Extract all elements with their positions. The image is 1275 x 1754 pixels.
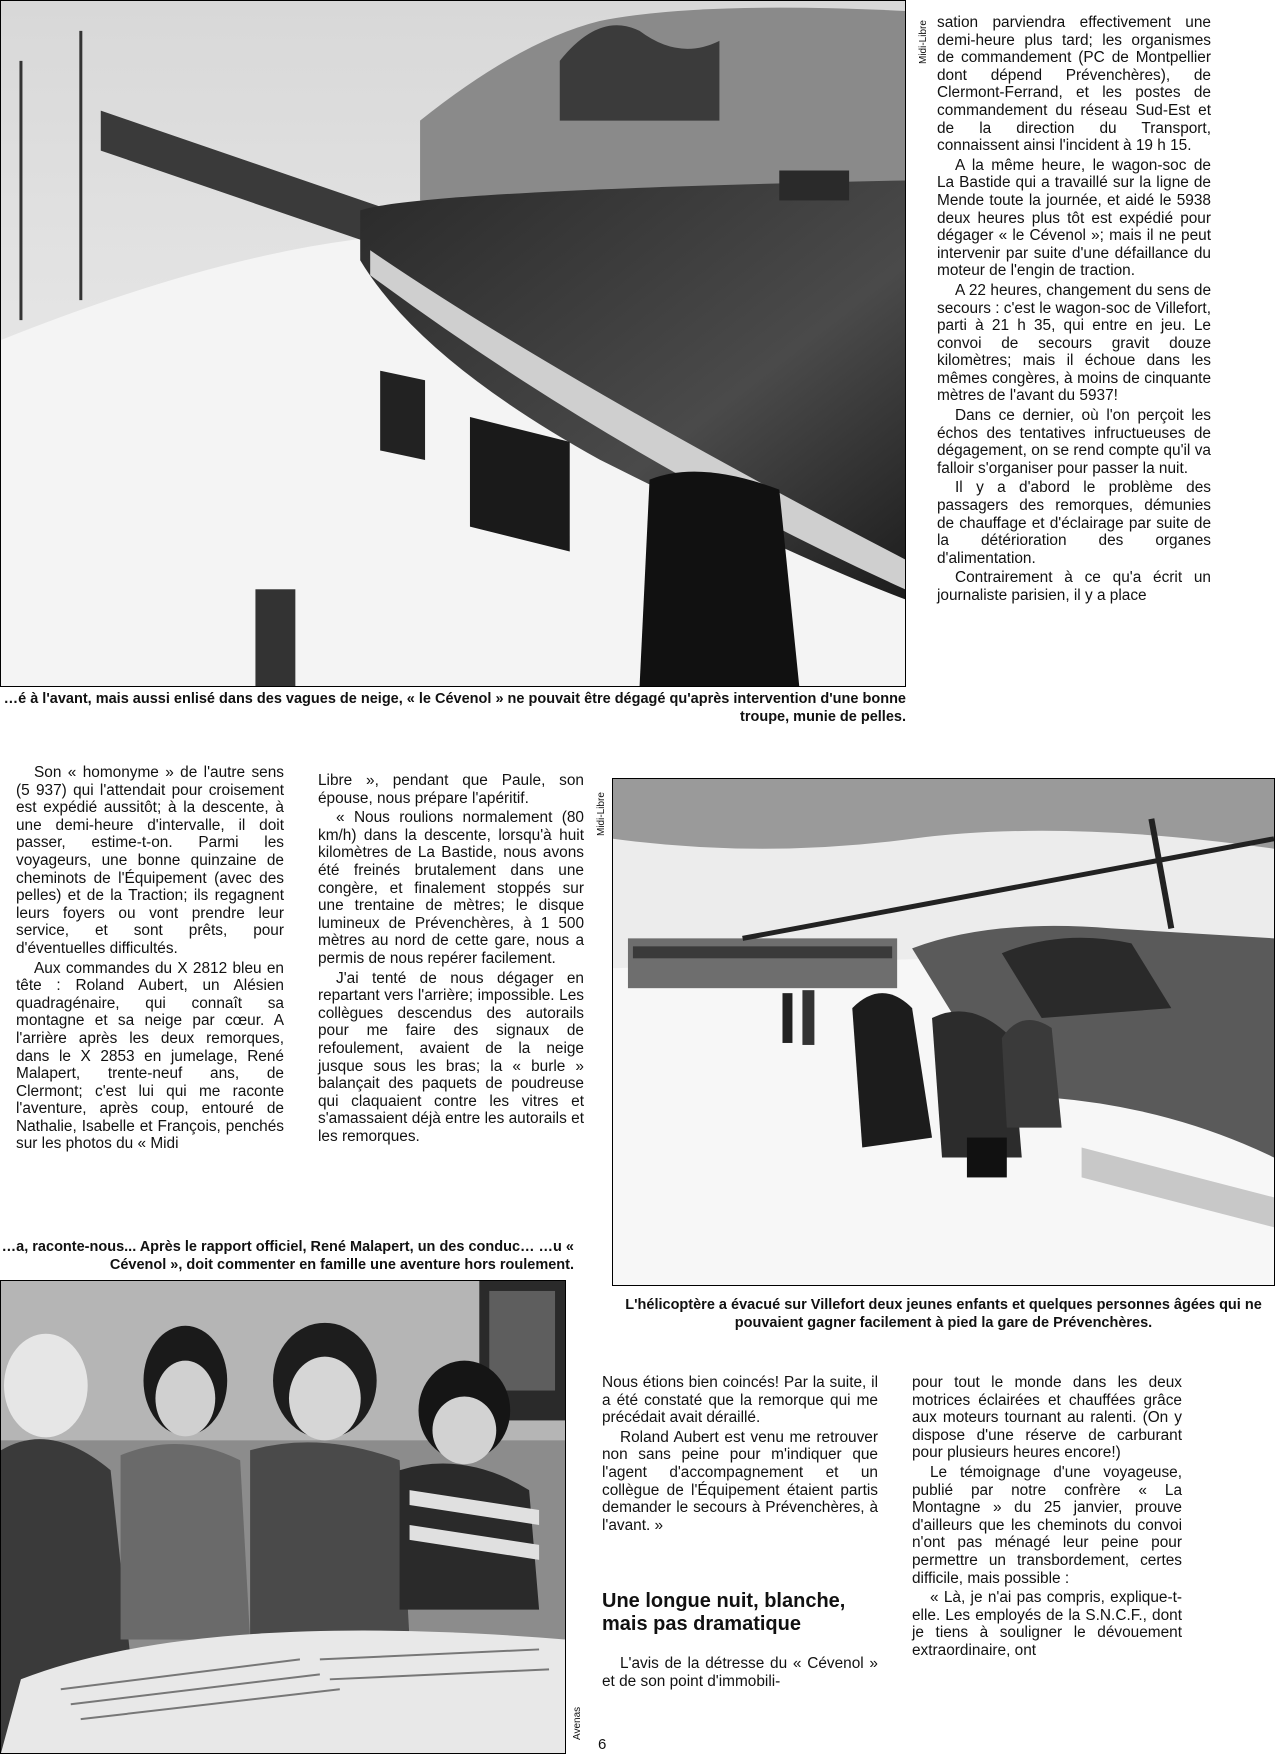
helicopter-photo-credit: Midi-Libre: [596, 792, 607, 836]
page-number: 6: [598, 1736, 607, 1753]
train-photo-caption: …é à l'avant, mais aussi enlisé dans des vagues de neige, « le Cévenol » ne pouvait être dégagé qu'après intervention d'une bonne troupe, munie de pelles.: [3, 691, 906, 725]
paragraph: J'ai tenté de nous dégager en repartant vers l'arrière; impossible. Les collègues descendus des autorails pour me faire des signaux de refoulement, avaient de la neige jusque sous les bras; la « burle » balançait des paquets de poudreuse qui claquaient contre les vitres et s'amassaient déjà entre les autorails et les remorques.: [318, 969, 584, 1145]
family-photo-credit: Avenas: [572, 1706, 583, 1740]
column-bottom-center-after: [602, 1655, 878, 1692]
column-mid-center: [318, 772, 584, 1147]
paragraph: Libre », pendant que Paule, son épouse, nous prépare l'apéritif.: [318, 772, 584, 807]
helicopter-photo-caption: L'hélicoptère a évacué sur Villefort deux jeunes enfants et quelques personnes âgées qui ne pouvaient gagner facilement à pied la gare de Prévenchères.: [625, 1297, 1262, 1331]
paragraph: « Là, je n'ai pas compris, explique-t-elle. Les employés de la S.N.C.F., dont je tiens à souligner le dévouement extraordinaire, ont: [912, 1589, 1182, 1659]
paragraph: Son « homonyme » de l'autre sens (5 937) qui l'attendait pour croisement est expédié aussitôt; à la descente, à une demi-heure d'intervalle, il doit passer, estime-t-on. Parmi les voyageurs, une bonne quinzaine de cheminots de l'Équipement (avec des pelles) et de la Traction; ils regagnent leurs foyers ou vont prendre leur service, et sont prêts, pour d'éventuelles difficultés.: [16, 764, 284, 957]
paragraph: A la même heure, le wagon-soc de La Bastide qui a travaillé sur la ligne de Mende toute la journée, et aidé le 5938 deux heures plus tôt est expédié pour dégager « le Cévenol »; mais il ne peut intervenir par suite d'une défaillance du moteur de l'engin de traction.: [937, 156, 1211, 280]
paragraph: Il y a d'abord le problème des passagers des remorques, démunies de chauffage et d'éclairage par suite de la détérioration des organes d'alimentation.: [937, 479, 1211, 567]
paragraph: L'avis de la détresse du « Cévenol » et de son point d'immobili-: [602, 1655, 878, 1690]
paragraph: « Nous roulions normalement (80 km/h) dans la descente, lorsqu'à huit kilomètres de La Bastide, nous avons été freinés brutalement dans une congère, et finalement stoppés sur une trentaine de mètres; le disque lumineux de Prévenchères, à 1 500 mètres au nord de cette gare, nous a permis de nous repérer facilement.: [318, 809, 584, 967]
column-bottom-center: [602, 1374, 878, 1536]
paragraph: sation parviendra effectivement une demi-heure plus tard; les organismes de commandement (PC de Montpellier dont dépend Prévenchères), de Clermont-Ferrand, et les postes de commandement du réseau Sud-Est et de la direction du Transport, connaissent ainsi l'incident à 19 h 15.: [937, 14, 1211, 155]
family-photo-caption: …a, raconte-nous... Après le rapport officiel, René Malapert, un des conduc… …u « Cévenol », doit commenter en famille une aventure hors roulement.: [1, 1239, 574, 1273]
column-top-right: [937, 14, 1211, 607]
paragraph: A 22 heures, changement du sens de secours : c'est le wagon-soc de Villefort, parti à 21 h 35, qui entre en jeu. Le convoi de secours gravit douze kilomètres; mais il échoue dans les mêmes congères, à moins de cinquante mètres de l'avant du 5937!: [937, 281, 1211, 405]
section-heading: Une longue nuit, blanche, mais pas dramatique: [602, 1590, 846, 1635]
helicopter-photo: [612, 778, 1275, 1286]
column-mid-left: [16, 764, 284, 1155]
paragraph: Roland Aubert est venu me retrouver non sans peine pour m'indiquer que l'agent d'accompagnement et un collègue de l'Équipement étaient partis demander le secours à Prévenchères, à l'avant. »: [602, 1428, 878, 1534]
column-bottom-right: [912, 1374, 1182, 1662]
paragraph: Nous étions bien coincés! Par la suite, il a été constaté que la remorque qui me précédait avait déraillé.: [602, 1374, 878, 1427]
paragraph: pour tout le monde dans les deux motrices éclairées et chauffées grâce aux moteurs tournant au ralenti. (On y dispose d'une réserve de carburant pour plusieurs heures encore!): [912, 1374, 1182, 1462]
train-photo-credit: Midi-Libre: [918, 20, 929, 64]
family-photo: [0, 1280, 566, 1754]
paragraph: Aux commandes du X 2812 bleu en tête : Roland Aubert, un Alésien quadragénaire, qui connaît sa montagne et sa neige par cœur. A l'arrière après les deux remorques, dans le X 2853 en jumelage, René Malapert, trente-neuf ans, de Clermont; c'est lui qui me raconte l'aventure, après coup, entouré de Nathalie, Isabelle et François, penchés sur les photos du « Midi: [16, 959, 284, 1153]
paragraph: Contrairement à ce qu'a écrit un journaliste parisien, il y a place: [937, 569, 1211, 604]
paragraph: Dans ce dernier, où l'on perçoit les échos des tentatives infructueuses de dégagement, on se rend compte qu'il va falloir s'organiser pour passer la nuit.: [937, 407, 1211, 477]
paragraph: Le témoignage d'une voyageuse, publié par notre confrère « La Montagne » du 25 janvier, prouve d'ailleurs que les cheminots du convoi n'ont pas ménagé leur peine pour permettre un transbordement, certes difficile, mais possible :: [912, 1463, 1182, 1587]
train-photo: [0, 0, 906, 687]
